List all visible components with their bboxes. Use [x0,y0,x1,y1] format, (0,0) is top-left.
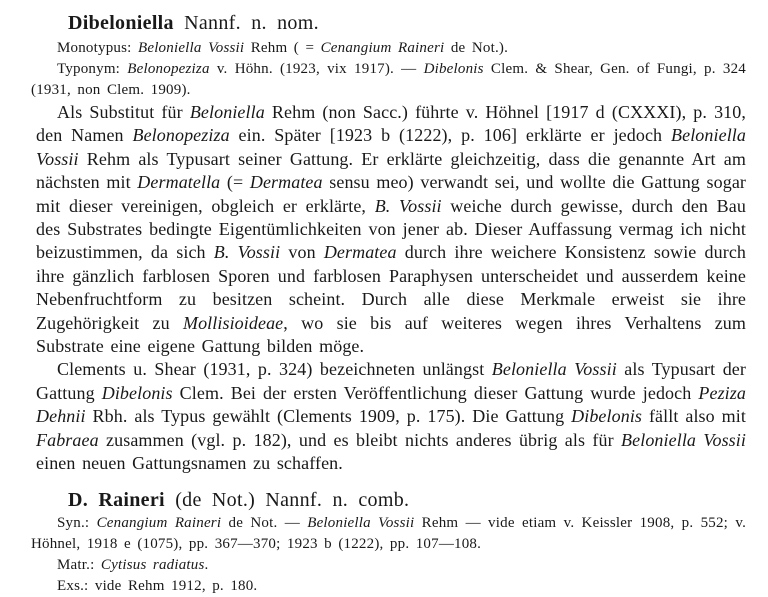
monotypus-line: Monotypus: Beloniella Vossii Rehm ( = Cenangium Raineri de Not.). [57,40,509,56]
genus-heading-dibeloniella: Dibeloniella Nannf. n. nom. [68,12,319,34]
species-heading-raineri: D. Raineri (de Not.) Nannf. n. comb. [68,488,410,511]
typonym-line: Typonym: Belonopeziza v. Höhn. (1923, vix 1917). — Dibelonis Clem. & Shear, Gen. of Fungi, p. 324 (1931, non Clem. 1909). [31,61,746,98]
matr-line: Matr.: Cytisus radiatus. [57,556,209,573]
section-gap [36,476,746,479]
exs-line: Exs.: vide Rehm 1912, p. 180. [57,577,258,594]
paragraph-clements-shear: Clements u. Shear (1931, p. 324) bezeichneten unlängst Beloniella Vossii als Typusart der Gattung Dibelonis Clem. Bei der ersten Veröffentlichung dieser Gattung wurde jedoch Peziza Dehnii Rbh. als Typus gewählt (Clements 1909, p. 175). Die Gattung Dibelonis fällt also mit Fabraea zusammen (vgl. p. 182), und es bleibt nichts anderes übrig als für Beloniella Vossii einen neuen Gattungsnamen zu schaffen. [36,359,746,474]
paragraph-substitut: Als Substitut für Beloniella Rehm (non Sacc.) führte v. Höhnel [1917 d (CXXXI), p. 310, den Namen Belonopeziza ein. Später [1923 b (1222), p. 106] erklärte er jedoch Beloniella Vossii Rehm als Typusart seiner Gattung. Er erklärte gleichzeitig, dass die genannte Art am nächsten mit Dermatella (= Dermatea sensu meo) verwandt sei, und wollte die Gattung sogar mit dieser vereinigen, obgleich er erklärte, B. Vossii weiche durch gewisse, durch den Bau des Substrates bedingte Eigentümlichkeiten von jener ab. Dieser Auffassung vermag ich nicht beizustimmen, da sich B. Vossii von Dermatea durch ihre weichere Konsistenz sowie durch ihre gänzlich farblosen Sporen und farblosen Paraphysen unterscheidet und ausserdem keine Nebenfruchtform zu besitzen scheint. Durch alle diese Merkmale erweist sie ihre Zugehörigkeit zu Mollisioideae, wo sie bis auf weiteres wegen ihres Verhaltens zum Substrate eine eigene Gattung bilden möge. [36,102,747,357]
syn-line: Syn.: Cenangium Raineri de Not. — Beloniella Vossii Rehm — vide etiam v. Keissler 1908, p. 552; v. Höhnel, 1918 e (1075), pp. 367—370; 1923 b (1222), pp. 107—108. [31,514,747,552]
